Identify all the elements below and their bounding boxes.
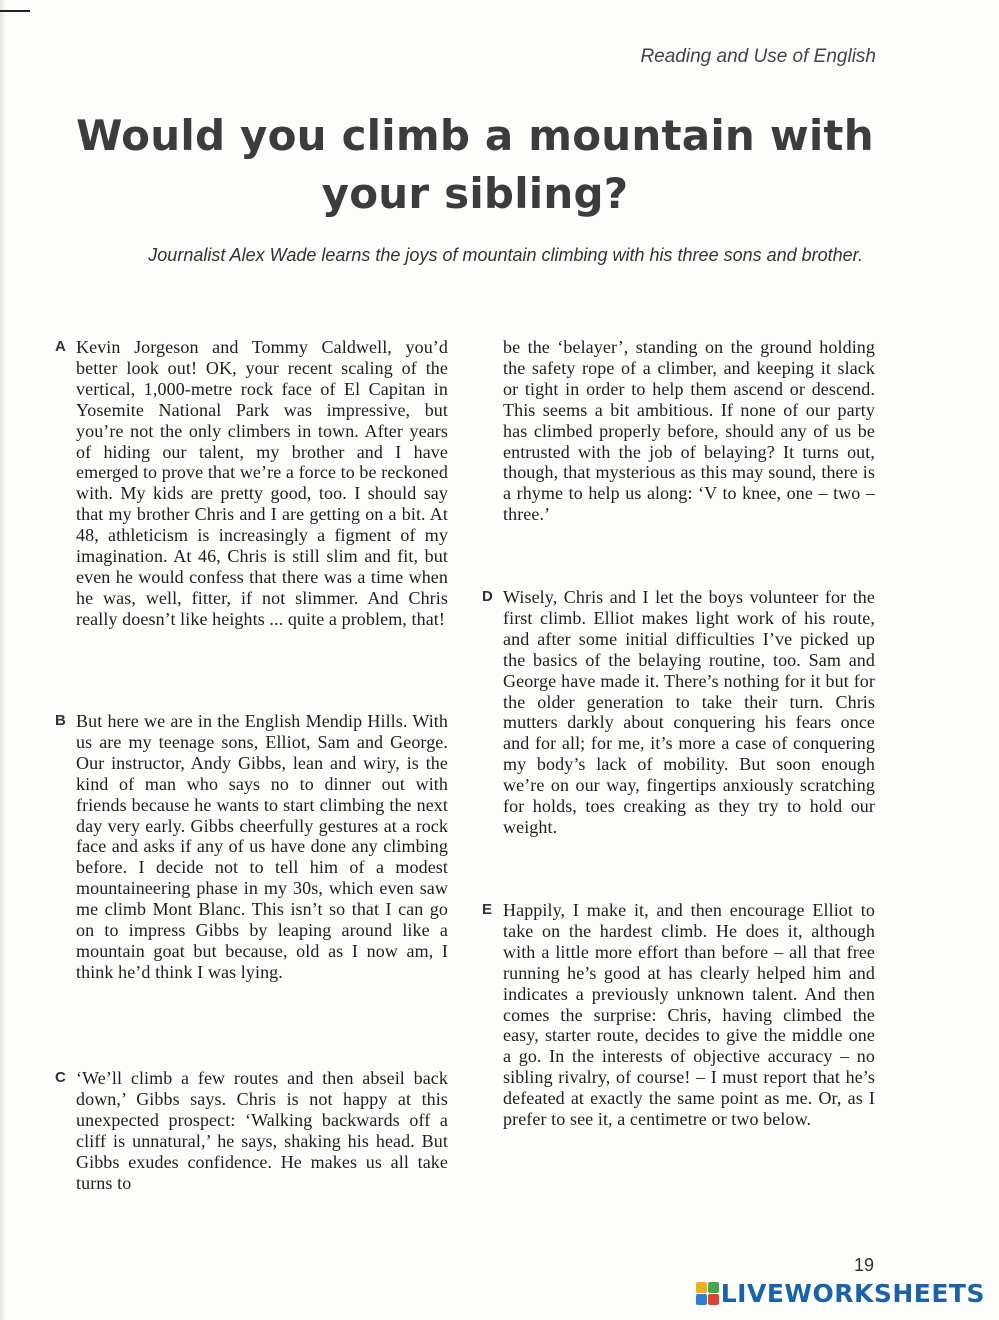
paragraph-a xyxy=(55,337,448,630)
paragraph-e xyxy=(482,900,875,1130)
paragraph-letter: D xyxy=(482,588,493,605)
brand-name: LIVEWORKSHEETS xyxy=(720,1279,985,1308)
paragraph-text: But here we are in the English Mendip Hills. With us are my teenage sons, Elliot, Sam and George. Our instructor, Andy Gibbs, lean and wiry, is the kind of man who says no to dinner out with friends because he wants to start climbing the next day very early. Gibbs cheerfully gestures at a rock face and asks if any of us have done any climbing before. I decide not to tell him of a modest mountaineering phase in my 30s, which even saw me climb Mont Blanc. This isn’t so that I can go on to impress Gibbs by leaping around like a mountain goat but because, old as I now am, I think he’d think I was lying. xyxy=(76,711,448,982)
paragraph-letter: E xyxy=(482,901,493,918)
paragraph-c-continuation xyxy=(503,337,875,525)
running-head: Reading and Use of English xyxy=(640,46,876,67)
paragraph-letter: B xyxy=(55,712,66,729)
paragraph-text: Wisely, Chris and I let the boys volunteer for the first climb. Elliot makes light work of his route, and after some initial difficulties I’ve picked up the basics of the belaying routine, too. Sam and George have made it. There’s nothing for it but for the older generation to take their turn. Chris mutters darkly about conquering his fears once and for all; for me, it’s more a case of conquering my body’s lack of mobility. But soon enough we’re on our way, fingertips anxiously scratching for holds, toes creaking as they try to hold our weight. xyxy=(503,587,875,837)
liveworksheets-brand[interactable] xyxy=(696,1279,985,1308)
paragraph-text: Kevin Jorgeson and Tommy Caldwell, you’d better look out! OK, your recent scaling of the vertical, 1,000-metre rock face of El Capitan in Yosemite National Park was impressive, but you’re not the only climbers in town. After years of hiding our talent, my brother and I have emerged to prove that we’re a force to be reckoned with. My kids are pretty good, too. I should say that my brother Chris and I are getting on a bit. At 48, athleticism is increasingly a figment of my imagination. At 46, Chris is still slim and fit, but even he would confess that there was a time when he was, well, fitter, if not slimmer. And Chris really doesn’t like heights ... quite a problem, that! xyxy=(76,337,448,629)
paragraph-letter: A xyxy=(55,338,66,355)
page-number: 19 xyxy=(853,1255,874,1275)
paragraph-c xyxy=(55,1068,448,1193)
article-standfirst: Journalist Alex Wade learns the joys of mountain climbing with his three sons and brother. xyxy=(148,245,863,265)
article-title: Would you climb a mountain with your sibling? xyxy=(76,111,874,218)
paragraph-text: ‘We’ll climb a few routes and then abseil back down,’ Gibbs says. Chris is not happy at this unexpected prospect: ‘Walking backwards off a cliff is unnatural,’ he says, shaking his head. But Gibbs exudes confidence. He makes us all take turns to xyxy=(76,1068,448,1193)
liveworksheets-logo-icon xyxy=(696,1282,719,1305)
paragraph-text: be the ‘belayer’, standing on the ground holding the safety rope of a climber, and keeping it slack or tight in order to help them ascend or descend. This seems a bit ambitious. If none of our party has climbed properly before, should any of us be entrusted with the job of belaying? It turns out, though, that mysterious as this may sound, there is a rhyme to help us along: ‘V to knee, one – two – three.’ xyxy=(503,337,875,525)
paragraph-d xyxy=(482,587,875,838)
paragraph-letter: C xyxy=(55,1069,66,1086)
paragraph-b xyxy=(55,711,448,983)
corner-mark xyxy=(0,10,30,12)
paragraph-text: Happily, I make it, and then encourage Elliot to take on the hardest climb. He does it, although with a little more effort than before – all that free running he’s good at has clearly helped him and indicates a previously unknown talent. And then comes the surprise: Chris, having climbed the easy, starter route, decides to give the middle one a go. In the interests of objective accuracy – no sibling rivalry, of course! – I must report that he’s defeated at exactly the same point as me. Or, as I prefer to see it, a centimetre or two below. xyxy=(503,900,875,1130)
scan-edge-shadow xyxy=(0,0,6,1320)
